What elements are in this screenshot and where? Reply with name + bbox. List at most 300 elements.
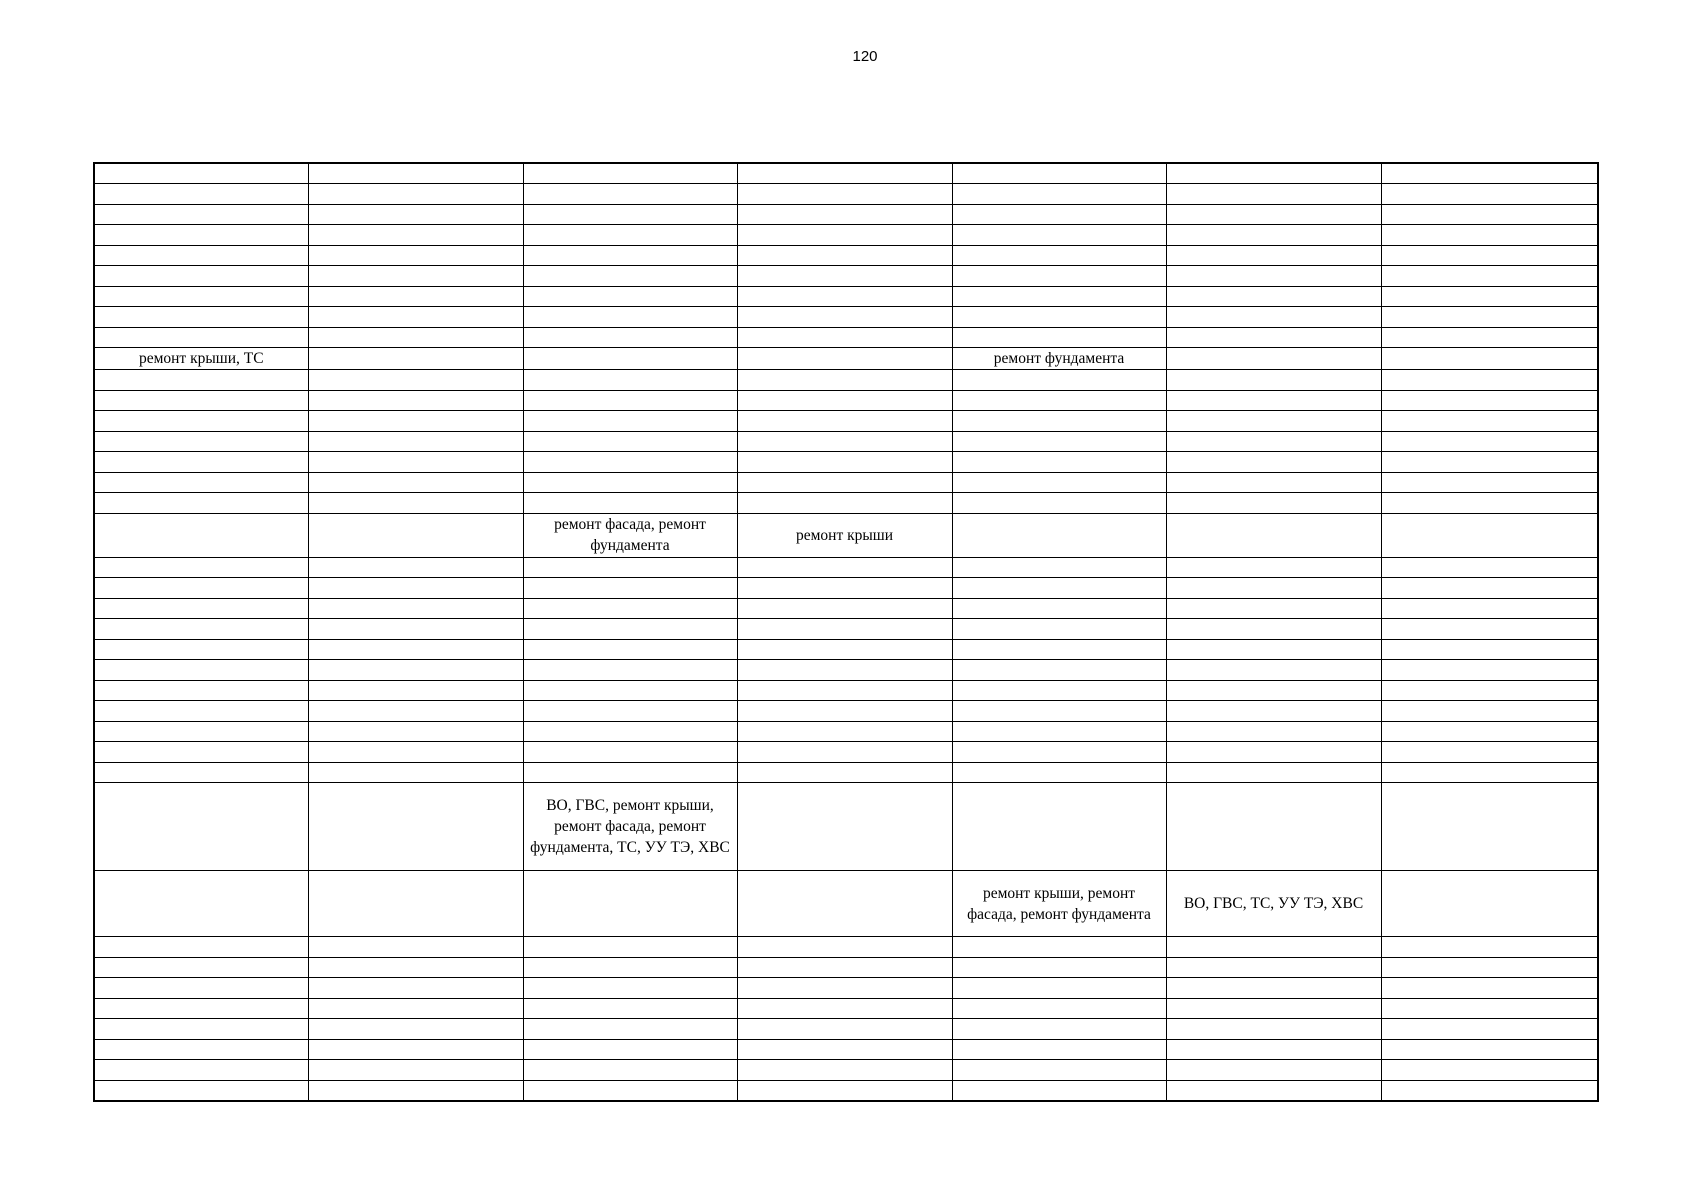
table-cell: [1166, 619, 1381, 640]
table-cell: [1381, 452, 1598, 473]
table-cell: [94, 578, 308, 599]
table-cell: [737, 327, 952, 348]
table-cell: [952, 431, 1166, 452]
table-cell: [94, 998, 308, 1019]
table-row: [94, 639, 1598, 660]
table-cell: [523, 998, 737, 1019]
table-cell: [952, 1080, 1166, 1101]
table-cell: [1381, 957, 1598, 978]
table-row: [94, 286, 1598, 307]
table-cell: [94, 472, 308, 493]
table-cell: ремонт крыши: [737, 513, 952, 557]
table-row: [94, 390, 1598, 411]
table-cell: [1381, 204, 1598, 225]
table-cell: [952, 390, 1166, 411]
table-cell: [952, 783, 1166, 871]
table-cell: [94, 184, 308, 205]
table-cell: [1166, 327, 1381, 348]
table-cell: [737, 493, 952, 514]
table-cell: [523, 204, 737, 225]
table-cell: [308, 204, 523, 225]
data-table: [93, 162, 1599, 1102]
table-cell: [1166, 431, 1381, 452]
table-cell: [952, 225, 1166, 246]
table-cell: [952, 411, 1166, 432]
table-row: [94, 327, 1598, 348]
table-cell: [1381, 266, 1598, 287]
table-cell: [1381, 431, 1598, 452]
table-cell: [737, 431, 952, 452]
table-cell: [523, 598, 737, 619]
table-cell: [952, 701, 1166, 722]
table-cell: [1166, 245, 1381, 266]
table-cell: [523, 452, 737, 473]
table-cell: [952, 578, 1166, 599]
table-row: [94, 721, 1598, 742]
table-row: [94, 680, 1598, 701]
table-cell: [1381, 184, 1598, 205]
table-cell: [737, 452, 952, 473]
table-cell: [523, 957, 737, 978]
page-number: 120: [852, 48, 878, 65]
table-cell: [523, 701, 737, 722]
table-cell: [523, 163, 737, 184]
table-cell: [952, 1019, 1166, 1040]
table-cell: [308, 578, 523, 599]
table-cell: ремонт крыши, ТС: [94, 348, 308, 370]
table-cell: [737, 639, 952, 660]
table-cell: [308, 721, 523, 742]
table-cell: [1166, 578, 1381, 599]
table-cell: [737, 245, 952, 266]
table-cell: [94, 619, 308, 640]
table-row: [94, 370, 1598, 391]
table-cell: [523, 721, 737, 742]
table-row: [94, 742, 1598, 763]
table-cell: [308, 245, 523, 266]
table-cell: [94, 762, 308, 783]
table-cell: [308, 783, 523, 871]
table-cell: [952, 639, 1166, 660]
table-cell: [952, 762, 1166, 783]
table-cell: [952, 513, 1166, 557]
table-cell: [1166, 557, 1381, 578]
table-cell: [952, 598, 1166, 619]
table-cell: [737, 578, 952, 599]
table-row: [94, 762, 1598, 783]
table-cell: [94, 1060, 308, 1081]
table-cell: [952, 163, 1166, 184]
table-cell: [1381, 742, 1598, 763]
table-cell: [308, 225, 523, 246]
table-cell: [952, 472, 1166, 493]
table-cell: [737, 1060, 952, 1081]
table-row: [94, 619, 1598, 640]
table-cell: [523, 245, 737, 266]
table-cell: [737, 598, 952, 619]
table-cell: [308, 937, 523, 958]
table-cell: [737, 557, 952, 578]
table-cell: [308, 742, 523, 763]
table-cell: [737, 1039, 952, 1060]
table-cell: [737, 660, 952, 681]
table-cell: [952, 937, 1166, 958]
table-row: [94, 1080, 1598, 1101]
table-cell: [1166, 307, 1381, 328]
table-cell: [1381, 1080, 1598, 1101]
table-cell: [1166, 937, 1381, 958]
table-cell: [94, 957, 308, 978]
table-cell: [737, 390, 952, 411]
table-cell: [94, 266, 308, 287]
table-cell: [1166, 184, 1381, 205]
table-cell: [737, 957, 952, 978]
table-cell: [1381, 557, 1598, 578]
table-cell: [523, 557, 737, 578]
table-cell: [94, 370, 308, 391]
table-cell: [1381, 578, 1598, 599]
table-cell: [523, 871, 737, 937]
table-cell: [308, 472, 523, 493]
table-cell: [308, 1019, 523, 1040]
table-cell: [308, 557, 523, 578]
table-row: [94, 557, 1598, 578]
table-cell: [737, 871, 952, 937]
table-cell: ВО, ГВС, ТС, УУ ТЭ, ХВС: [1166, 871, 1381, 937]
table-cell: [1381, 1039, 1598, 1060]
table-cell: [737, 998, 952, 1019]
table-cell: [94, 639, 308, 660]
table-cell: [1166, 390, 1381, 411]
table-cell: [1381, 1019, 1598, 1040]
table-cell: [308, 513, 523, 557]
table-cell: [1166, 1019, 1381, 1040]
table-cell: [308, 639, 523, 660]
table-row: [94, 1039, 1598, 1060]
table-cell: [94, 286, 308, 307]
table-cell: [1381, 937, 1598, 958]
table-cell: [308, 348, 523, 370]
table-cell: [94, 452, 308, 473]
table-cell: [1381, 225, 1598, 246]
table-cell: [308, 998, 523, 1019]
table-cell: [1381, 1060, 1598, 1081]
table-cell: [737, 742, 952, 763]
table-row: [94, 957, 1598, 978]
table-cell: [737, 307, 952, 328]
table-row: [94, 204, 1598, 225]
table-row: [94, 472, 1598, 493]
table-cell: [523, 472, 737, 493]
table-cell: [1381, 307, 1598, 328]
table-cell: [1166, 998, 1381, 1019]
table-cell: [1166, 701, 1381, 722]
table-row: [94, 493, 1598, 514]
table-row: [94, 225, 1598, 246]
table-cell: [523, 286, 737, 307]
table-cell: [1166, 286, 1381, 307]
table-cell: [94, 742, 308, 763]
table-cell: [952, 660, 1166, 681]
table-cell: [737, 370, 952, 391]
table-cell: [308, 619, 523, 640]
table-cell: [523, 184, 737, 205]
table-cell: [737, 225, 952, 246]
table-cell: [308, 493, 523, 514]
table-cell: [94, 431, 308, 452]
table-cell: [1166, 1060, 1381, 1081]
table-cell: [1381, 286, 1598, 307]
table-cell: [952, 557, 1166, 578]
table-cell: [1166, 957, 1381, 978]
table-cell: [308, 762, 523, 783]
table-cell: [952, 1039, 1166, 1060]
table-cell: [308, 598, 523, 619]
table-cell: [308, 978, 523, 999]
table-cell: [523, 639, 737, 660]
table-cell: [1381, 680, 1598, 701]
table-cell: [1166, 163, 1381, 184]
table-cell: [308, 957, 523, 978]
table-cell: [1381, 327, 1598, 348]
table-cell: [952, 742, 1166, 763]
table-cell: [308, 701, 523, 722]
table-cell: [952, 978, 1166, 999]
table-cell: [1381, 390, 1598, 411]
table-row: [94, 266, 1598, 287]
table-cell: [952, 619, 1166, 640]
table-cell: [308, 680, 523, 701]
table-cell: [1381, 370, 1598, 391]
table-cell: [737, 286, 952, 307]
table-cell: [523, 411, 737, 432]
table-cell: [737, 783, 952, 871]
table-cell: [94, 225, 308, 246]
table-cell: [523, 225, 737, 246]
table-cell: [952, 493, 1166, 514]
table-cell: [737, 472, 952, 493]
table-cell: [1166, 742, 1381, 763]
table-cell: [523, 619, 737, 640]
table-cell: [94, 783, 308, 871]
table-cell: [94, 307, 308, 328]
table-cell: [737, 163, 952, 184]
table-cell: [737, 762, 952, 783]
table-row: [94, 452, 1598, 473]
table-row: [94, 978, 1598, 999]
table-cell: [1166, 1080, 1381, 1101]
table-cell: [94, 327, 308, 348]
table-cell: [94, 1080, 308, 1101]
table-row: [94, 701, 1598, 722]
table-cell: [952, 998, 1166, 1019]
table-row: [94, 783, 1598, 871]
table-cell: [1166, 493, 1381, 514]
table-cell: [952, 452, 1166, 473]
table-cell: [1166, 721, 1381, 742]
table-cell: [1381, 513, 1598, 557]
table-cell: [523, 937, 737, 958]
table-cell: [1166, 762, 1381, 783]
table-cell: [1166, 411, 1381, 432]
table-cell: [523, 1019, 737, 1040]
table-row: [94, 1060, 1598, 1081]
table-cell: [308, 163, 523, 184]
table-cell: [1381, 163, 1598, 184]
table-cell: [1381, 998, 1598, 1019]
table-cell: [94, 245, 308, 266]
table-cell: [1166, 266, 1381, 287]
table-cell: [523, 660, 737, 681]
table-cell: ремонт крыши, ремонт фасада, ремонт фундамента: [952, 871, 1166, 937]
table-cell: [952, 721, 1166, 742]
table-row: [94, 431, 1598, 452]
table-cell: [308, 266, 523, 287]
table-cell: [308, 370, 523, 391]
table-cell: [523, 390, 737, 411]
table-cell: [308, 411, 523, 432]
table-cell: [1166, 1039, 1381, 1060]
table-cell: [94, 721, 308, 742]
table-cell: [94, 390, 308, 411]
table-cell: [94, 680, 308, 701]
table-cell: [94, 1039, 308, 1060]
table-cell: [1381, 598, 1598, 619]
table-cell: [1166, 783, 1381, 871]
table-cell: [523, 680, 737, 701]
table-cell: [1381, 639, 1598, 660]
table-row: [94, 578, 1598, 599]
table-cell: [952, 266, 1166, 287]
table-cell: [1166, 225, 1381, 246]
table-cell: ремонт фундамента: [952, 348, 1166, 370]
table-row: [94, 937, 1598, 958]
table-cell: [308, 1080, 523, 1101]
table-cell: [737, 619, 952, 640]
table-cell: [94, 701, 308, 722]
table-cell: [523, 1039, 737, 1060]
table-cell: [737, 978, 952, 999]
table-cell: [1381, 660, 1598, 681]
table-cell: [1381, 493, 1598, 514]
table-row: [94, 307, 1598, 328]
table-cell: [523, 327, 737, 348]
table-cell: [737, 680, 952, 701]
table-row: [94, 998, 1598, 1019]
table-cell: ВО, ГВС, ремонт крыши, ремонт фасада, ремонт фундамента, ТС, УУ ТЭ, ХВС: [523, 783, 737, 871]
table-cell: [523, 1080, 737, 1101]
table-cell: [1166, 348, 1381, 370]
table-row: [94, 184, 1598, 205]
table-row: [94, 245, 1598, 266]
table-cell: [94, 513, 308, 557]
table-cell: [952, 184, 1166, 205]
table-cell: [523, 578, 737, 599]
table-cell: [308, 307, 523, 328]
table-cell: [308, 452, 523, 473]
table-cell: [523, 1060, 737, 1081]
table-row: [94, 513, 1598, 557]
table-cell: [94, 871, 308, 937]
table-cell: [308, 327, 523, 348]
table-cell: [94, 978, 308, 999]
table-cell: [94, 204, 308, 225]
table-cell: [952, 245, 1166, 266]
table-cell: [308, 431, 523, 452]
table-cell: [952, 1060, 1166, 1081]
table-cell: [952, 957, 1166, 978]
table-cell: [1381, 619, 1598, 640]
table-cell: [1166, 370, 1381, 391]
table-cell: [523, 742, 737, 763]
table-cell: [1381, 348, 1598, 370]
table-cell: [94, 411, 308, 432]
table-cell: [1166, 204, 1381, 225]
table-cell: [1166, 680, 1381, 701]
table-cell: [523, 307, 737, 328]
table-cell: [1381, 472, 1598, 493]
table-cell: [94, 937, 308, 958]
table-row: [94, 871, 1598, 937]
table-cell: [1166, 660, 1381, 681]
table-cell: [1381, 721, 1598, 742]
table-cell: [737, 184, 952, 205]
table-cell: [1381, 245, 1598, 266]
table-cell: [1381, 978, 1598, 999]
table-cell: [94, 660, 308, 681]
table-cell: [1166, 598, 1381, 619]
table-cell: [952, 286, 1166, 307]
table-cell: ремонт фасада, ремонт фундамента: [523, 513, 737, 557]
table-cell: [1381, 783, 1598, 871]
table-cell: [1381, 871, 1598, 937]
table-cell: [308, 660, 523, 681]
table-cell: [94, 1019, 308, 1040]
table-row: [94, 163, 1598, 184]
table-cell: [1381, 701, 1598, 722]
table-cell: [737, 411, 952, 432]
table-cell: [308, 1060, 523, 1081]
table-cell: [523, 348, 737, 370]
table-cell: [94, 557, 308, 578]
table-cell: [1166, 472, 1381, 493]
table-row: [94, 660, 1598, 681]
table-row: [94, 1019, 1598, 1040]
table-row: [94, 598, 1598, 619]
table-cell: [1166, 513, 1381, 557]
table-cell: [737, 701, 952, 722]
table-cell: [737, 721, 952, 742]
table-cell: [523, 370, 737, 391]
table-cell: [523, 431, 737, 452]
table-cell: [308, 184, 523, 205]
table-cell: [952, 680, 1166, 701]
table-cell: [523, 978, 737, 999]
table-cell: [737, 1019, 952, 1040]
table-cell: [737, 348, 952, 370]
table-cell: [737, 1080, 952, 1101]
table-cell: [1381, 411, 1598, 432]
table-cell: [308, 286, 523, 307]
table-cell: [308, 390, 523, 411]
table-cell: [737, 266, 952, 287]
table-cell: [952, 204, 1166, 225]
table-cell: [952, 307, 1166, 328]
table-row: [94, 411, 1598, 432]
table-cell: [308, 1039, 523, 1060]
table-cell: [952, 370, 1166, 391]
table-cell: [523, 266, 737, 287]
